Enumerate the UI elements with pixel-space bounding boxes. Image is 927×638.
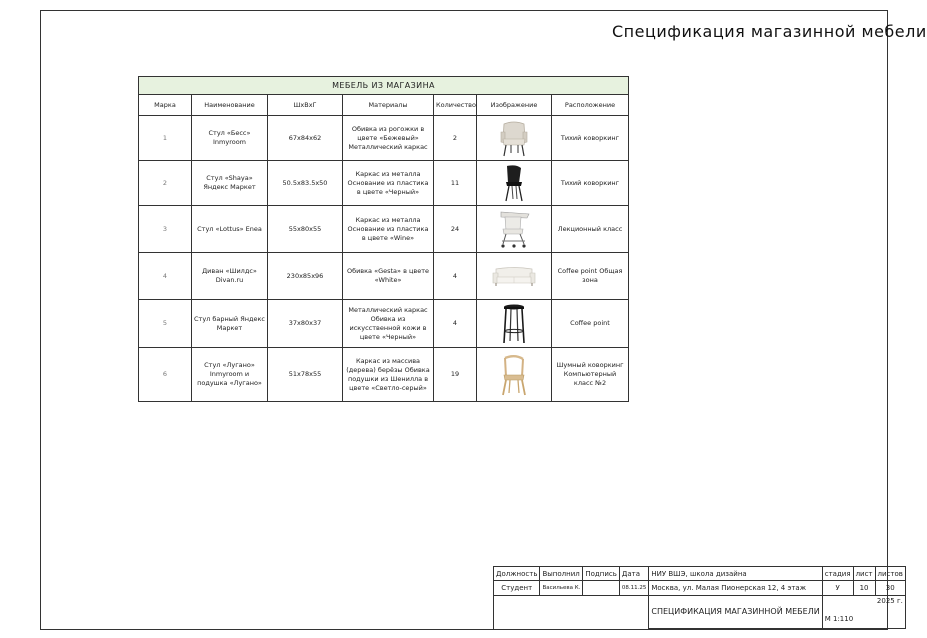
header-mark: Марка	[139, 95, 192, 116]
row-mark: 1	[139, 116, 192, 161]
stamp-h-signature: Подпись	[583, 567, 620, 581]
row-materials: Каркас из металла Основание из пластика в цвете «Wine»	[343, 206, 434, 253]
header-image: Изображение	[477, 95, 552, 116]
row-mark: 4	[139, 253, 192, 300]
stamp-h-position: Должность	[494, 567, 540, 581]
stamp-signature	[583, 581, 620, 596]
table-row	[139, 300, 629, 348]
row-name: Стул «Бесс» Inmyroom	[192, 116, 268, 161]
stamp-organization: НИУ ВШЭ, школа дизайна	[649, 567, 822, 581]
stamp-scale: М 1:110	[824, 615, 854, 623]
row-image	[477, 206, 552, 253]
row-mark: 2	[139, 161, 192, 206]
row-dims: 55х80х55	[268, 206, 343, 253]
header-materials: Материалы	[343, 95, 434, 116]
row-materials: Обивка из рогожки в цвете «Бежевый» Металлический каркас	[343, 116, 434, 161]
stamp-drawing-title: СПЕЦИФИКАЦИЯ МАГАЗИННОЙ МЕБЕЛИ	[649, 596, 822, 629]
stamp-performer: Васильева К.	[540, 581, 583, 596]
row-dims: 51х78х55	[268, 348, 343, 402]
row-qty: 2	[434, 116, 477, 161]
stamp-year: 2025 г.	[876, 597, 903, 605]
stamp-h-date: Дата	[619, 567, 649, 581]
sofa-white-icon	[491, 264, 537, 288]
row-image	[477, 161, 552, 206]
table-row	[139, 348, 629, 402]
stamp-h-sheet: лист	[853, 567, 875, 581]
bar-stool-icon	[499, 303, 529, 345]
chair-black-icon	[494, 163, 534, 203]
row-qty: 4	[434, 300, 477, 348]
row-materials: Металлический каркас Обивка из искусственной кожи в цвете «Черный»	[343, 300, 434, 348]
table-row	[139, 253, 629, 300]
stamp-stage: У	[822, 581, 853, 596]
document-title: Спецификация магазинной мебели	[612, 22, 927, 41]
row-mark: 3	[139, 206, 192, 253]
row-mark: 6	[139, 348, 192, 402]
row-materials: Каркас из массива (дерева) берёзы Обивка подушки из Шенилла в цвете «Светло-серый»	[343, 348, 434, 402]
row-qty: 11	[434, 161, 477, 206]
row-materials: Каркас из металла Основание из пластика в цвете «Черный»	[343, 161, 434, 206]
row-materials: Обивка «Gesta» в цвете «White»	[343, 253, 434, 300]
row-name: Диван «Шилдс» Divan.ru	[192, 253, 268, 300]
row-name: Стул барный Яндекс Маркет	[192, 300, 268, 348]
stamp-sheets: 30	[875, 581, 905, 596]
row-name: Стул «Lottus» Enea	[192, 206, 268, 253]
table-row	[139, 161, 629, 206]
row-location: Тихий коворкинг	[552, 161, 629, 206]
row-image	[477, 300, 552, 348]
row-image	[477, 253, 552, 300]
row-dims: 37х80х37	[268, 300, 343, 348]
row-location: Coffee point	[552, 300, 629, 348]
armchair-beige-icon	[494, 118, 534, 158]
row-location: Лекционный класс	[552, 206, 629, 253]
header-qty: Количество	[434, 95, 477, 116]
row-location: Шумный коворкинг Компьютерный класс №2	[552, 348, 629, 402]
stamp-address: Москва, ул. Малая Пионерская 12, 4 этаж	[649, 581, 822, 596]
header-location: Расположение	[552, 95, 629, 116]
row-mark: 5	[139, 300, 192, 348]
row-name: Стул «Shaya» Яндекс Маркет	[192, 161, 268, 206]
stamp-position: Студент	[494, 581, 540, 596]
stamp-h-performed: Выполнил	[540, 567, 583, 581]
wooden-chair-icon	[494, 353, 534, 397]
stamp-date: 08.11.25	[619, 581, 649, 596]
stamp-h-stage: стадия	[822, 567, 853, 581]
furniture-spec-table	[138, 76, 629, 402]
row-dims: 50.5х83.5х50	[268, 161, 343, 206]
row-location: Тихий коворкинг	[552, 116, 629, 161]
row-image	[477, 348, 552, 402]
header-name: Наименование	[192, 95, 268, 116]
row-dims: 230х85х96	[268, 253, 343, 300]
header-dims: ШхВхГ	[268, 95, 343, 116]
table-title: МЕБЕЛЬ ИЗ МАГАЗИНА	[139, 77, 629, 95]
row-image	[477, 116, 552, 161]
table-row	[139, 206, 629, 253]
row-name: Стул «Лугано» Inmyroom и подушка «Лугано»	[192, 348, 268, 402]
title-block	[493, 566, 906, 629]
row-dims: 67х84х62	[268, 116, 343, 161]
row-location: Coffee point Общая зона	[552, 253, 629, 300]
lecture-chair-icon	[493, 208, 535, 250]
row-qty: 24	[434, 206, 477, 253]
row-qty: 19	[434, 348, 477, 402]
stamp-h-sheets: листов	[875, 567, 905, 581]
row-qty: 4	[434, 253, 477, 300]
table-row	[139, 116, 629, 161]
stamp-sheet: 10	[853, 581, 875, 596]
